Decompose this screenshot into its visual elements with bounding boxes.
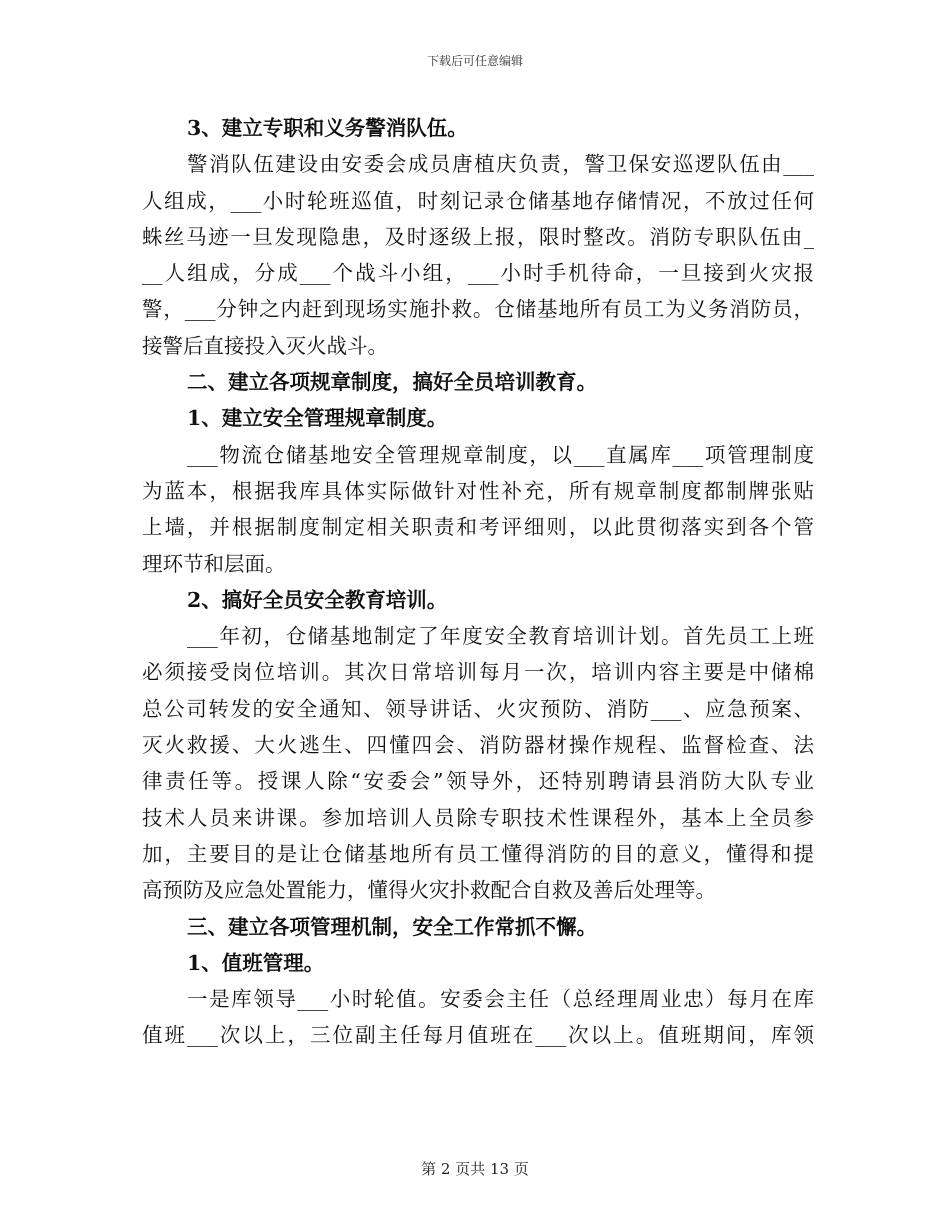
paragraph-line: 技术人员来讲课。参加培训人员除专职技术性课程外，基本上全员参 — [142, 805, 814, 830]
subheading-line: 1、值班管理。 — [187, 950, 325, 975]
paragraph-line: __人组成，分成___个战斗小组，___小时手机待命，一旦接到火灾报 — [142, 261, 814, 286]
subheading-line: 2、搞好全员安全教育培训。 — [187, 587, 448, 612]
paragraph-line: 值班___次以上，三位副主任每月值班在___次以上。值班期间，库领 — [142, 1023, 814, 1048]
paragraph-line: 高预防及应急处置能力，懂得火灾扑救配合自救及善后处理等。 — [142, 878, 716, 903]
section-heading: 二、建立各项规章制度，搞好全员培训教育。 — [187, 370, 597, 395]
page-header: 下载后可任意编辑 — [426, 54, 523, 68]
subheading-line: 1、建立安全管理规章制度。 — [187, 406, 448, 431]
paragraph-line: 灭火救援、大火逃生、四懂四会、消防器材操作规程、监督检查、法 — [142, 733, 814, 758]
paragraph-line: 总公司转发的安全通知、领导讲话、火灾预防、消防___、应急预案、 — [142, 696, 814, 721]
document-body — [142, 110, 814, 1054]
paragraph-line: 警，___分钟之内赶到现场实施扑救。仓储基地所有员工为义务消防员， — [142, 297, 814, 322]
paragraph-line: 加，主要目的是让仓储基地所有员工懂得消防的目的意义，懂得和提 — [142, 841, 814, 866]
paragraph-line: ___年初，仓储基地制定了年度安全教育培训计划。首先员工上班 — [187, 624, 814, 649]
subheading-line: 3、建立专职和义务警消队伍。 — [187, 116, 468, 140]
paragraph-line: 律责任等。授课人除“安委会”领导外，还特别聘请县消防大队专业 — [142, 769, 814, 794]
paragraph-line: 为蓝本，根据我库具体实际做针对性补充，所有规章制度都制牌张贴 — [142, 478, 814, 503]
paragraph-line: 接警后直接投入灭火战斗。 — [142, 333, 388, 358]
paragraph-line: 蛛丝马迹一旦发现隐患，及时逐级上报，限时整改。消防专职队伍由_ — [142, 224, 814, 249]
page-footer: 第 2 页共 13 页 — [421, 1160, 529, 1178]
paragraph-line: 人组成，___小时轮班巡值，时刻记录仓储基地存储情况，不放过任何 — [142, 188, 814, 213]
section-heading: 三、建立各项管理机制，安全工作常抓不懈。 — [187, 914, 597, 939]
paragraph-line: 警消队伍建设由安委会成员唐植庆负责，警卫保安巡逻队伍由___ — [187, 152, 814, 177]
paragraph-line: 上墙，并根据制度制定相关职责和考评细则，以此贯彻落实到各个管 — [142, 515, 814, 540]
paragraph-line: ___物流仓储基地安全管理规章制度，以___直属库___项管理制度 — [187, 442, 814, 467]
paragraph-line: 理环节和层面。 — [142, 551, 286, 576]
paragraph-line: 一是库领导___小时轮值。安委会主任（总经理周业忠）每月在库 — [187, 987, 814, 1012]
paragraph-line: 必须接受岗位培训。其次日常培训每月一次，培训内容主要是中储棉 — [142, 660, 814, 685]
